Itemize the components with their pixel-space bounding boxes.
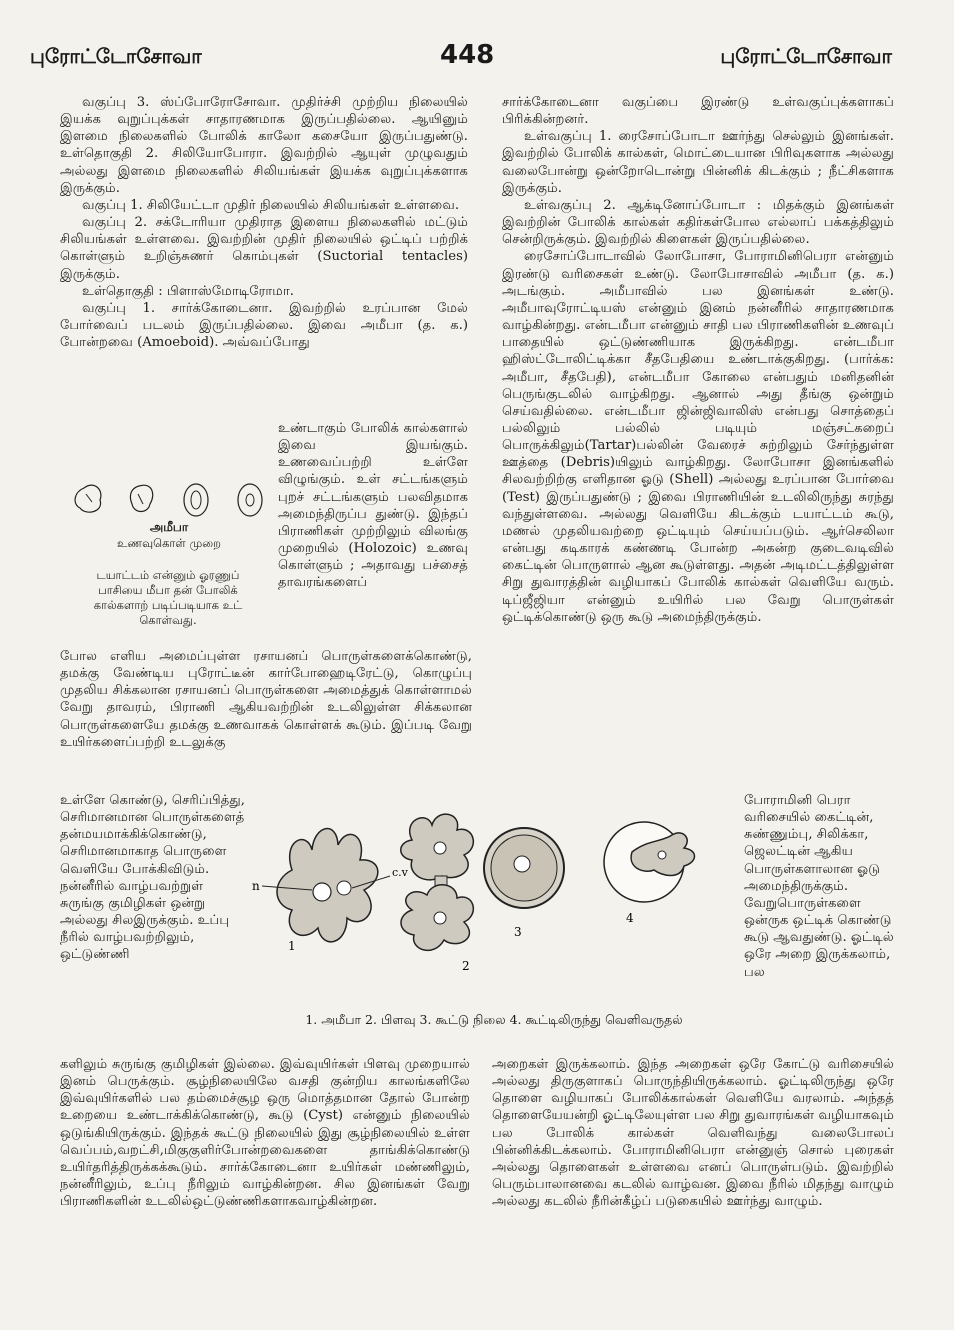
amoeba-stages-illustration [252, 800, 736, 1010]
left-column-top [60, 94, 468, 351]
amoeba-feeding-figure [64, 480, 274, 630]
label-cv: c.v [392, 866, 408, 879]
running-title-right: புரோட்டோசோவா [720, 44, 892, 68]
page-number: 448 [440, 40, 495, 70]
figure-sublabel: உணவுகொள் முறை [117, 536, 221, 550]
right-column-bottom [492, 1056, 894, 1210]
left-narrow-column [60, 792, 250, 964]
paragraph: வகுப்பு 1. சிலியேட்டா முதிர் நிலையில் சிலியங்கள் உள்ளவை. [82, 197, 460, 213]
label-2: 2 [462, 959, 470, 973]
paragraph: உள்ளே கொண்டு, செரிப்பித்து, செரிமானமான பொருள்களைத் தன்மயமாக்கிக்கொண்டு, செரிமானமாகாத பொருளை வெளியே போக்கிவிடும். நன்னீரில் வாழ்பவற்றுள் சுருங்கு குமிழிகள் ஒன்று அல்லது சிலஇருக்கும். உப்பு நீரில் வாழ்பவற்றிலும், ஒட்டுண்ணி [60, 793, 245, 963]
running-title-left: புரோட்டோசோவா [30, 44, 202, 68]
paragraph: உள்வகுப்பு 1. ரைசோப்போடா ஊர்ந்து செல்லும் இனங்கள். இவற்றில் போலிக் கால்கள், மொட்டையான பிரிவுகளாக அல்லது வலைபோன்று ஒன்றோடொன்று பின்னிக் கிடக்கும் ; நீட்சிகளாக இருக்கும். [502, 129, 894, 196]
paragraph: போல எளிய அமைப்புள்ள ரசாயனப் பொருள்களைக்கொண்டு, தமக்கு வேண்டிய புரோட்டீன் கார்போஹைடிரேட்டு, கொழுப்பு முதலிய சிக்கலான ரசாயனப் பொருள்களை அமைத்துக் கொள்ளாமல் வேறு தாவரம், பிராணி ஆகியவற்றின் உடலிலுள்ள சிக்கலான பொருள்களையே தமக்கு உணவாகக் கொள்ளக் கூடும். இப்படி வேறு உயிர்களைப்பற்றி உடலுக்கு [60, 649, 472, 750]
amoeba-stage-4 [604, 822, 695, 925]
amoeba-stages-figure [252, 800, 736, 1036]
right-narrow-column [744, 792, 894, 981]
paragraph: உள்வகுப்பு 2. ஆக்டினோப்போடா : மிதக்கும் இனங்கள் இவற்றின் போலிக் கால்கள் கதிர்கள்போல எல்லாப் பக்கத்திலும் சென்றிருக்கும். இவற்றில் கிளைகள் இருப்பதில்லை. [502, 197, 894, 248]
right-column-top [502, 94, 894, 626]
page-header [0, 40, 954, 74]
paragraph: உள்தொகுதி : பிளாஸ்மோடிரோமா. [82, 283, 294, 299]
left-wrap-column [278, 420, 468, 592]
paragraph: ரைசோப்போடாவில் லோபோசா, போராமினிபெரா என்னும் இரண்டு வரிசைகள் உண்டு. லோபோசாவில் அமீபா (த. க.) அடங்கும். அமீபாவில் பல இனங்கள் உண்டு. அமீபாவுரோட்டியஸ் என்னும் இனம் நன்னீரில் சாதாரணமாக வாழ்கின்றது. என்டமீபா என்னும் சாதி பல பிராணிகளின் உணவுப் பாதையில் ஒட்டுண்ணியாக இருக்கிறது. என்டமீபா ஹிஸ்ட்டோலிட்டிக்கா சீதபேதியை உண்டாக்குகிறது. (பார்க்க: அமீபா, சீதபேதி), என்டமீபா கோலை என்பதும் மனிதனின் பெருங்குடலில் வாழ்கிறது. ஆனால் அது தீங்கு ஒன்றும் செய்வதில்லை. என்டமீபா ஜின்ஜிவாலிஸ் என்பது சொத்தைப் பல்லிலும் பல்லில் படியும் மஞ்சட்கறைப் பொருக்கிலும்(Tartar)பல்லின் வேரைச் சுற்றிலும் சேர்ந்துள்ள ஊத்தை (Debris)யிலும் வாழ்கிறது. லோபோசா இனங்களில் சிலவற்றிற்கு எளிதான ஓடு (Shell) அல்லது உரப்பான போர்வை (Test) இருப்பதுண்டு ; இவை பிராணியின் உடலிலிருந்து சுரந்து வந்துள்ளவை. அல்லது வெளியே கிடக்கும் டயாட்டம் கூடு, மணல் முதலியவற்றை ஒட்டியும் செய்யப்படும். ஆர்செலிலா என்பது கடிகாரக் கண்ணடி போன்ற அகன்ற குடைவடிவில் கைட்டின் பொருளால் ஆன கூடுள்ளது. அதன் அடிமட்டத்திலுள்ள சிறு துவாரத்தின் வழியாகப் போலிக் கால்கள் வெளியே வரும். டிப்ஜீஜியா என்னும் உயிரில் பல வேறு பொருள்கள் ஒட்டிக்கொண்டு ஒரு கூடு அமைந்திருக்கும். [502, 249, 894, 625]
left-column-bottom [60, 1056, 470, 1210]
figure-caption: டயாட்டம் என்னும் ஓரணுப் பாசியை மீபா தன் போலிக் கால்களாற் படிப்படியாக உட் கொள்வது. [93, 568, 243, 627]
figure-caption: 1. அமீபா 2. பிளவு 3. கூட்டு நிலை 4. கூட்டிலிருந்து வெளிவருதல் [305, 1012, 683, 1027]
paragraph: வகுப்பு 2. சக்டோரியா முதிராத இளைய நிலைகளில் மட்டும் சிலியங்கள் உள்ளவை. இவற்றின் முதிர் நிலையில் ஒட்டிப் பற்றிக் கொள்ளும் உறிஞ்சுணர் கொம்புகள் (Suctorial tentacles) இருக்கும். [60, 215, 468, 282]
amoeba-stage-2 [401, 814, 474, 973]
amoeba-sketch-icon [64, 480, 274, 520]
amoeba-stage-3 [484, 828, 564, 939]
label-3: 3 [514, 925, 522, 939]
paragraph: வகுப்பு 3. ஸ்ப்போரோசோவா. முதிர்ச்சி முற்றிய நிலையில் இயக்க வுறுப்புக்கள் சாதாரணமாக இருப்பதில்லை. ஆயினும் இளமை நிலைகளில் போலிக் காலோ கசையோ இருப்பதுண்டு. உள்தொகுதி 2. சிலியோபோரா. இவற்றில் ஆயுள் முழுவதும் அல்லது இளமை நிலைகளில் சிலியங்கள் இயக்க வுறுப்புக்களாக இருக்கும். [60, 95, 468, 196]
figure-label: அமீபா [149, 520, 189, 534]
paragraph: வகுப்பு 1. சார்க்கோடைனா. இவற்றில் உரப்பான மேல் போர்வைப் படலம் இருப்பதில்லை. இவை அமீபா (த. க.) போன்றவை (Amoeboid). அவ்வப்போது [60, 300, 468, 351]
label-n: n [252, 879, 260, 893]
label-4: 4 [626, 911, 634, 925]
left-column-middle [60, 648, 472, 751]
paragraph: அறைகள் இருக்கலாம். இந்த அறைகள் ஒரே கோட்டு வரிசையில் அல்லது திருகுளாகப் பொருந்தியிருக்கலாம். ஓட்டிலிருந்து ஒரே தொளை வழியாகப் போலிக்கால்கள் வெளியே வரலாம். அந்தத் தொளையேயன்றி ஓட்டிலேயுள்ள பல சிறு துவாரங்கள் வழியாகவும் பல போலிக் கால்கள் வெளிவந்து வலைபோலப் பின்னிக்கிடக்கலாம். போராமினிபெரா என்னுஞ் சொல் புரைகள் அல்லது தொளைகள் உள்ளவை எனப் பொருள்படும். இவற்றில் பெரும்பாலானவை கடலில் வாழ்வன. இவை நீரில் மிதந்து வாழும் அல்லது கடலில் நீரின்கீழ்ப் படுகையில் ஊர்ந்து வாழும். [492, 1057, 894, 1210]
paragraph: போராமினி பெரா வரிசையில் கைட்டின், சுண்ணும்பு, சிலிக்கா, ஜெலட்டின் ஆகிய பொருள்களாலான ஓடு அமைந்திருக்கும். வேறுபொருள்களை ஒன்ருக ஒட்டிக் கொண்டு கூடு ஆவதுண்டு. ஓட்டில் ஒரே அறை இருக்கலாம், பல [744, 793, 894, 980]
paragraph: உண்டாகும் போலிக் கால்களால் இவை இயங்கும். உணவைப்பற்றி உள்ளே விழுங்கும். உள் சட்டங்களும் புறச் சட்டங்களும் பலவிதமாக அமைந்திருப்ப துண்டு. இந்தப் பிராணிகள் முற்றிலும் விலங்கு முறையில் (Holozoic) உணவு கொள்ளும் ; அதாவது பச்சைத் தாவரங்களைப் [278, 421, 468, 591]
paragraph: களிலும் சுருங்கு குமிழிகள் இல்லை. இவ்வுயிர்கள் பிளவு முறையால் இனம் பெருக்கும். சூழ்நிலையிலே வசதி குன்றிய காலங்களிலே இவ்வுயிர்களில் பல தம்மைச்சூழ ஒரு மொத்தமான தோல் போன்ற உறையை உண்டாக்கிக்கொண்டு, கூடு (Cyst) என்னும் நிலையில் ஒடுங்கியிருக்கும். இந்தக் கூட்டு நிலையில் இது சூழ்நிலையில் உள்ள வெப்பம்,வறட்சி,மிகுகுளிர்போன்றவைகளை தாங்கிக்கொண்டு உயிர்தரித்திருக்கக்கூடும். சார்க்கோடைனா உயிர்கள் மண்ணிலும், நன்னீரிலும், உப்பு நீரிலும் வாழ்கின்றன. சில இனங்கள் வேறு பிராணிகளின் உடலில்ஒட்டுண்ணிகளாகவாழ்கின்றன. [60, 1057, 470, 1210]
label-1: 1 [288, 939, 296, 953]
amoeba-stage-1 [252, 829, 409, 953]
paragraph: சார்க்கோடைனா வகுப்பை இரண்டு உள்வகுப்புக்களாகப் பிரிக்கின்றனர். [502, 95, 894, 128]
